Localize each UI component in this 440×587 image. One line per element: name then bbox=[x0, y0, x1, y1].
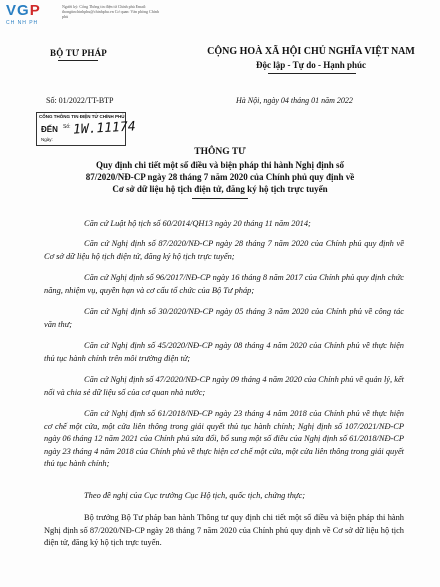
preamble-paragraph-5: Căn cứ Nghị định số 45/2020/NĐ-CP ngày 08 tháng 4 năm 2020 của Chính phủ về thực hiện thủ tục hành chính trên môi trường điện tử; bbox=[44, 341, 404, 363]
document-type: THÔNG TƯ bbox=[194, 147, 246, 157]
preamble-paragraph-7: Căn cứ Nghị định số 61/2018/NĐ-CP ngày 23 tháng 4 năm 2018 của Chính phủ về thực hiện cơ chế một cửa, một cửa liên thông trong giải quyết thủ tục hành chính; Nghị định số 107/2021/NĐ-CP ngày 06 tháng 12 năm 2021 của Chính phủ sửa đổi, bổ sung một số điều của Nghị định số 61/2018/NĐ-CP ngày 23 tháng 4 năm 2018 của Chính phủ về thực hiện cơ chế một cửa, một cửa liên thông trong giải quyết thủ tục hành chính; bbox=[44, 409, 404, 468]
preamble-paragraph-6: Căn cứ Nghị định số 47/2020/NĐ-CP ngày 09 tháng 4 năm 2020 của Chính phủ về quản lý, kết nối và chia sẻ dữ liệu số của cơ quan nhà nước; bbox=[44, 375, 404, 397]
preamble-paragraph-8: Theo đề nghị của Cục trưởng Cục Hộ tịch, quốc tịch, chứng thực; bbox=[84, 491, 305, 500]
document-title-line-2: 87/2020/NĐ-CP ngày 28 tháng 7 năm 2020 của Chính phủ quy định về bbox=[85, 172, 355, 182]
received-stamp bbox=[36, 112, 136, 146]
national-motto: Độc lập - Tự do - Hạnh phúc bbox=[255, 60, 366, 70]
vgp-logo bbox=[6, 2, 41, 19]
motto-underline bbox=[268, 73, 356, 74]
document-title-line-1: Quy định chi tiết một số điều và biện pháp thi hành Nghị định số bbox=[95, 160, 345, 170]
stamp-den-label: ĐẾN bbox=[41, 125, 58, 134]
vgp-logo-text: VGP bbox=[6, 2, 41, 19]
preamble-paragraph-2: Căn cứ Nghị định số 87/2020/NĐ-CP ngày 28 tháng 7 năm 2020 của Chính phủ quy định về Cơ sở dữ liệu hộ tịch điện tử, đăng ký hộ tịch trực tuyến; bbox=[44, 239, 404, 261]
vgp-logo-block bbox=[6, 2, 159, 30]
stamp-date-label: Ngày: bbox=[41, 137, 53, 142]
issuance-paragraph: Bộ trưởng Bộ Tư pháp ban hành Thông tư quy định chi tiết một số điều và biện pháp thi hành Nghị định số 87/2020/NĐ-CP ngày 28 tháng 7 năm 2020 của Chính phủ quy định về Cơ sở dữ liệu hộ tịch điện tử, đăng ký hộ tịch trực tuyến. bbox=[44, 513, 404, 547]
preamble-paragraph-4: Căn cứ Nghị định số 30/2020/NĐ-CP ngày 05 tháng 3 năm 2020 của Chính phủ về công tác văn thư; bbox=[44, 307, 404, 329]
issuing-agency: BỘ TƯ PHÁP bbox=[50, 48, 108, 58]
national-title: CỘNG HOÀ XÃ HỘI CHỦ NGHĨA VIỆT NAM bbox=[207, 46, 415, 57]
stamp-header: CỔNG THÔNG TIN ĐIỆN TỬ CHÍNH PHỦ bbox=[39, 114, 125, 119]
portal-signature-meta: Người ký: Cổng Thông tin điện tử Chính phủ Email: thongtinchinhphu@chinhphu.vn Cơ quan: Văn phòng Chính phủ bbox=[62, 4, 159, 19]
stamp-number-label: Số: bbox=[63, 124, 71, 130]
vgp-logo-subtext: CH NH PH bbox=[6, 20, 39, 26]
preamble-paragraph-1: Căn cứ Luật hộ tịch số 60/2014/QH13 ngày 20 tháng 11 năm 2014; bbox=[84, 219, 311, 228]
place-and-date: Hà Nội, ngày 04 tháng 01 năm 2022 bbox=[236, 96, 353, 105]
title-underline bbox=[192, 198, 248, 199]
document-number: Số: 01/2022/TT-BTP bbox=[46, 96, 114, 105]
agency-underline bbox=[58, 60, 98, 61]
vgp-logo-accent: P bbox=[29, 2, 41, 19]
document-title-line-3: Cơ sở dữ liệu hộ tịch điện tử, đăng ký hộ tịch trực tuyến bbox=[112, 184, 328, 194]
stamp-handwritten-number: 1W.11174 bbox=[72, 119, 136, 138]
preamble-paragraph-3: Căn cứ Nghị định số 96/2017/NĐ-CP ngày 16 tháng 8 năm 2017 của Chính phủ quy định chức năng, nhiệm vụ, quyền hạn và cơ cấu tổ chức của Bộ Tư pháp; bbox=[44, 273, 404, 295]
